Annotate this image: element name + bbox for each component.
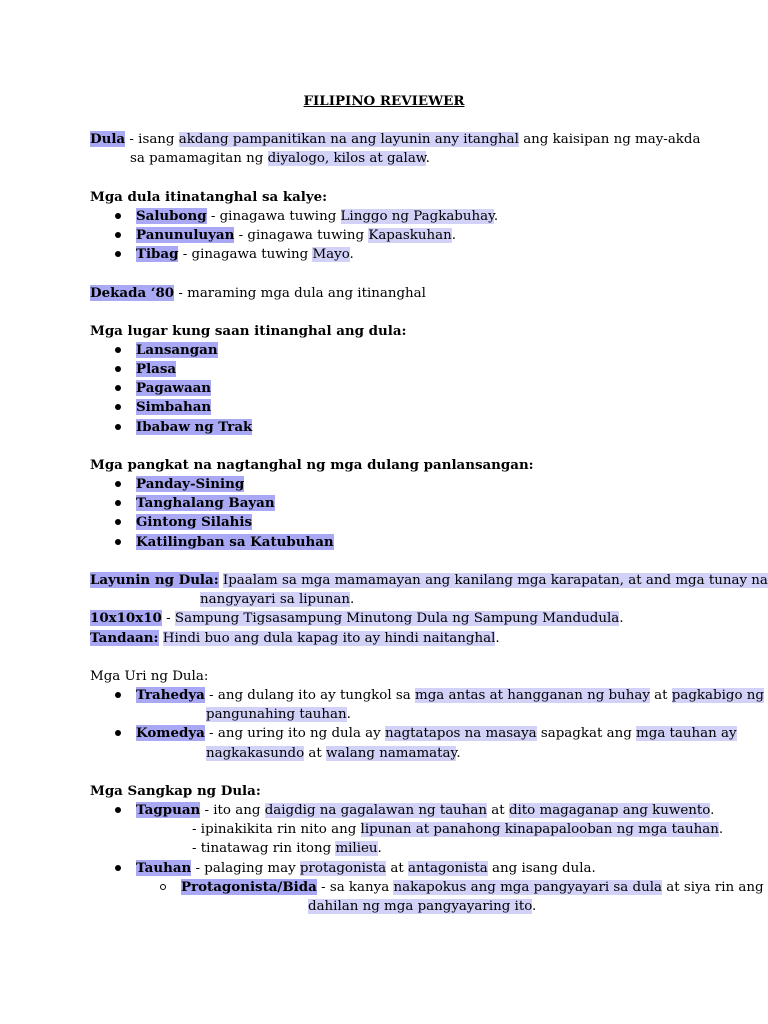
bullet-icon [115,692,121,698]
layunin-line1: Layunin ng Dula: Ipaalam sa mga mamamayan ang kanilang mga karapatan, at and mga tunay na [90,572,768,588]
bullet-icon [115,404,121,410]
section-heading-lugar: Mga lugar kung saan itinanghal ang dula: [90,323,407,339]
list-item: Simbahan [136,399,212,415]
term-dula: Dula [90,131,126,147]
komedya-line1: Komedya - ang uring ito ng dula ay nagtatapos na masaya sapagkat ang mga tauhan ay [136,725,737,741]
dula-definition-line1: Dula - isang akdang pampanitikan na ang layunin any itanghal ang kaisipan ng may-akda [90,131,701,147]
bullet-icon [115,730,121,736]
section-heading-pangkat: Mga pangkat na nagtanghal ng mga dulang panlansangan: [90,457,534,473]
highlight: diyalogo, kilos at galaw [267,151,426,166]
bullet-icon [115,366,121,372]
list-item: Katilingban sa Katubuhan [136,534,334,550]
bullet-icon [115,213,121,219]
bullet-icon [115,385,121,391]
section-heading-sangkap: Mga Sangkap ng Dula: [90,783,261,799]
list-item: Plasa [136,361,177,377]
list-item: Pagawaan [136,380,212,396]
list-item: Ibabaw ng Trak [136,419,253,435]
bullet-icon [115,539,121,545]
list-item: Panday-Sining [136,476,245,492]
tagpuan-line3: - tinatawag rin itong milieu. [192,841,382,856]
trahedya-line2: pangunahing tauhan. [206,707,351,722]
page-title: FILIPINO REVIEWER [303,93,465,109]
layunin-line2: nangyayari sa lipunan. [200,592,355,607]
bullet-icon [115,481,121,487]
list-item: Gintong Silahis [136,514,253,530]
bullet-icon [115,424,121,430]
tenx-line: 10x10x10 - Sampung Tigsasampung Minutong Dula ng Sampung Mandudula. [90,610,624,626]
tagpuan-line2: - ipinakikita rin nito ang lipunan at panahong kinapapalooban ng mga tauhan. [192,822,724,837]
dekada-line: Dekada ‘80 - maraming mga dula ang itinanghal [90,285,426,301]
list-item: Salubong - ginagawa tuwing Linggo ng Pagkabuhay. [136,208,499,224]
protagonista-line2: dahilan ng mga pangyayaring ito. [308,899,537,914]
trahedya-line1: Trahedya - ang dulang ito ay tungkol sa mga antas at hangganan ng buhay at pagkabigo ng [136,687,764,703]
dula-definition-line2: sa pamamagitan ng diyalogo, kilos at galaw. [130,151,430,166]
tagpuan-line1: Tagpuan - ito ang daigdig na gagalawan ng tauhan at dito magaganap ang kuwento. [136,802,715,818]
bullet-icon [115,232,121,238]
tauhan-line: Tauhan - palaging may protagonista at antagonista ang isang dula. [136,860,596,876]
list-item: Tibag - ginagawa tuwing Mayo. [136,246,354,262]
bullet-icon [115,865,121,871]
list-item: Panunuluyan - ginagawa tuwing Kapaskuhan. [136,227,456,243]
list-item: Lansangan [136,342,218,358]
list-item: Tanghalang Bayan [136,495,275,511]
section-heading-uri: Mga Uri ng Dula: [90,669,209,684]
protagonista-line1: Protagonista/Bida - sa kanya nakapokus ang mga pangyayari sa dula at siya rin ang [181,879,764,895]
bullet-icon [115,500,121,506]
bullet-icon [115,807,121,813]
tandaan-line: Tandaan: Hindi buo ang dula kapag ito ay hindi naitanghal. [90,630,500,646]
bullet-icon [115,251,121,257]
sub-bullet-icon [160,884,166,890]
bullet-icon [115,519,121,525]
highlight: akdang pampanitikan na ang layunin any itanghal [178,132,519,147]
section-heading-kalye: Mga dula itinatanghal sa kalye: [90,189,328,205]
bullet-icon [115,347,121,353]
komedya-line2: nagkakasundo at walang namamatay. [206,746,461,761]
